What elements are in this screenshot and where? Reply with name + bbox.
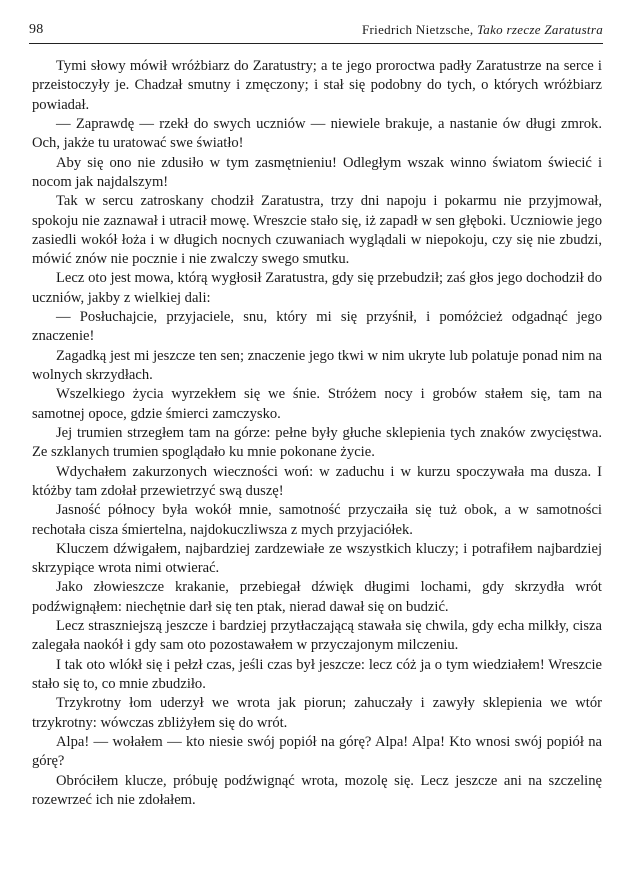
- paragraph: Wdychałem zakurzonych wieczności woń: w zaduchu i w kurzu spoczywała ma dusza. I któżby tam zdołał przewietrzyć swą duszę!: [32, 463, 602, 499]
- paragraph: Zagadką jest mi jeszcze ten sen; znaczenie jego tkwi w nim ukryte lub polatuje ponad nim na wolnych skrzydłach.: [32, 347, 602, 383]
- paragraph: Jej trumien strzegłem tam na górze: pełne były głuche sklepienia tych znaków zwycięstwa. Ze szklanych trumien spoglądało ku mnie pokonane życie.: [32, 424, 602, 461]
- page-number: 98: [29, 22, 44, 37]
- paragraph: Lecz straszniejszą jeszcze i bardziej przytłaczającą stawała się chwila, gdy echa milkły, cisza zalegała naokół i gdy sam oto pozostawałem w przyczajonym milczeniu.: [32, 618, 602, 654]
- paragraph: Tak w sercu zatroskany chodził Zaratustra, trzy dni napoju i pokarmu nie przyjmował, spokoju nie zaznawał i utracił mowę. Wreszcie stało się, iż zapadł w sen głęboki. Uczniowie jego zasiedli wokół łoża i w długich nocnych czuwaniach wyglądali w niepokoju, czy się nie zbudzi, mówić znów nie pocznie i nie zwalczy swego smutku.: [32, 193, 602, 268]
- paragraph: Aby się ono nie zdusiło w tym zasmętnieniu! Odległym wszak winno światom świecić i nocom jak najdalszym!: [32, 154, 602, 190]
- paragraph: Jako złowieszcze krakanie, przebiegał dźwięk długimi lochami, gdy skrzydła wrót podźwignąłem: niechętnie darł się ten ptak, nierad dawał się on budzić.: [32, 579, 602, 615]
- body-text: [32, 57, 602, 810]
- paragraph: I tak oto wlókł się i pełzł czas, jeśli czas był jeszcze: lecz cóż ja o tym wiedziałem! Wreszcie stało się to, co mnie zbudziło.: [32, 656, 602, 692]
- paragraph: — Posłuchajcie, przyjaciele, snu, który mi się przyśnił, i pomóżcież odgadnąć jego znaczenie!: [32, 309, 602, 345]
- page-header: [29, 20, 603, 40]
- paragraph: Jasność północy była wokół mnie, samotność przyczaiła się tuż obok, a w samotności rechotała cisza śmiertelna, najdokuczliwsza z mych przyjaciółek.: [32, 502, 602, 538]
- paragraph: — Zaprawdę — rzekł do swych uczniów — niewiele brakuje, a nastanie ów długi zmrok. Och, jakże tu uratować swe światło!: [32, 115, 602, 152]
- running-head: [362, 20, 603, 40]
- header-rule: [29, 43, 603, 44]
- paragraph: Lecz oto jest mowa, którą wygłosił Zaratustra, gdy się przebudził; zaś głos jego dochodził do uczniów, jakby z wielkiej dali:: [32, 270, 602, 306]
- paragraph: Alpa! — wołałem — kto niesie swój popiół na górę? Alpa! Alpa! Kto wnosi swój popiół na górę?: [32, 733, 602, 770]
- running-head-title: Tako rzecze Zaratustra: [476, 22, 603, 37]
- paragraph: Tymi słowy mówił wróżbiarz do Zaratustry; a te jego proroctwa padły Zaratustrze na serce i przeistoczyły je. Chadzał smutny i zmęczony; i stał się podobny do tych, o których wróżbiarz powiadał.: [32, 58, 602, 113]
- running-head-author: Friedrich Nietzsche,: [362, 22, 474, 37]
- paragraph: Wszelkiego życia wyrzekłem się we śnie. Stróżem nocy i grobów stałem się, tam na samotnej opoce, gdzie śmierci zamczysko.: [32, 386, 602, 422]
- paragraph: Trzykrotny łom uderzył we wrota jak piorun; zahuczały i zawyły sklepienia we wtór trzykrotny: wówczas zbliżyłem się do wrót.: [32, 695, 602, 731]
- paragraph: Kluczem dźwigałem, najbardziej zardzewiałe ze wszystkich kluczy; i potrafiłem najbardziej skrzypiące wrota nimi otwierać.: [32, 540, 602, 577]
- paragraph: Obróciłem klucze, próbuję podźwignąć wrota, mozolę się. Lecz jeszcze ani na szczelinę rozewrzeć ich nie zdołałem.: [32, 772, 602, 808]
